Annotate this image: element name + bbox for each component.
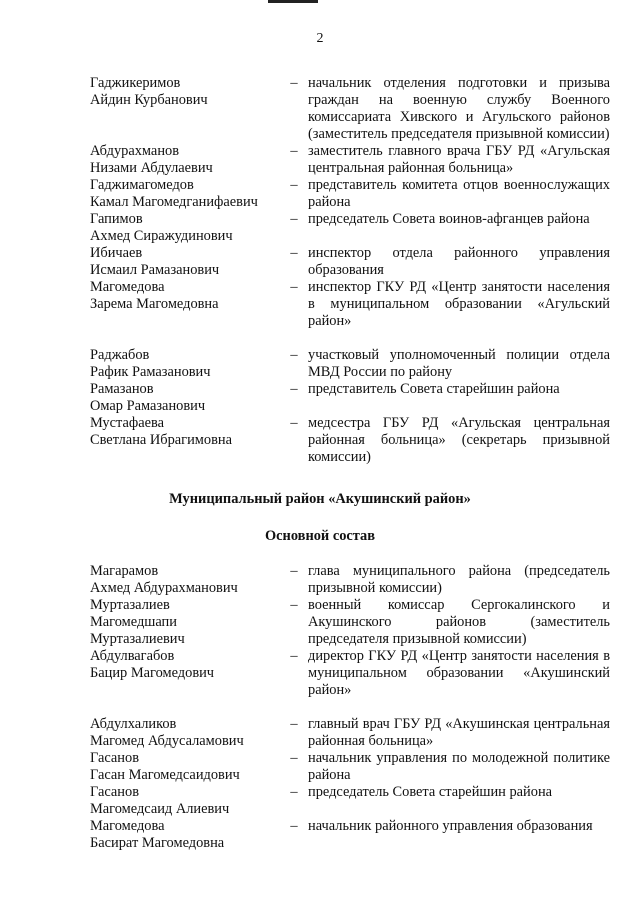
member-name-line: Ахмед Сиражудинович [90, 228, 233, 244]
member-row [90, 177, 610, 211]
member-row [90, 245, 610, 279]
member-name-line: Зарема Магомедовна [90, 296, 219, 312]
member-name-line: Басират Магомедовна [90, 835, 225, 851]
member-role: медсестра ГБУ РД «Агульская центральная районная больница» (секретарь призывной комиссии) [308, 415, 610, 465]
member-role: председатель Совета старейшин района [308, 784, 553, 800]
dash-separator: – [290, 716, 298, 732]
dash-separator: – [290, 381, 298, 397]
member-name-line: Раджабов [90, 347, 150, 363]
member-role: главный врач ГБУ РД «Акушинская центральная районная больница» [308, 716, 610, 749]
member-name-line: Абдурахманов [90, 143, 180, 159]
dash-separator: – [290, 784, 298, 800]
member-name-line: Ахмед Абдурахманович [90, 580, 238, 596]
member-name [90, 563, 280, 597]
member-name [90, 750, 280, 784]
dash-separator: – [290, 245, 298, 261]
dash-separator: – [290, 563, 298, 579]
member-role: заместитель главного врача ГБУ РД «Агульская центральная районная больница» [308, 143, 610, 176]
member-row [90, 75, 610, 143]
member-name [90, 143, 280, 177]
dash-separator: – [290, 143, 298, 159]
member-name [90, 381, 280, 415]
member-role: начальник отделения подготовки и призыва граждан на военную службу Военного комиссариата Хивского и Агульского районов (заместитель председателя призывной комиссии) [308, 75, 610, 142]
member-row [90, 211, 610, 245]
member-row [90, 750, 610, 784]
dash-separator: – [290, 648, 298, 664]
member-name-line: Гасанов [90, 784, 139, 800]
member-name-line: Омар Рамазанович [90, 398, 206, 414]
member-name-line: Муртазалиев [90, 597, 170, 613]
member-name-line: Камал Магомедганифаевич [90, 194, 258, 210]
member-row [90, 597, 610, 648]
member-name-line: Гаджикеримов [90, 75, 181, 91]
member-row [90, 648, 610, 699]
member-role: председатель Совета воинов-афганцев района [308, 211, 590, 227]
member-name-line: Абдулвагабов [90, 648, 175, 664]
member-name-line: Исмаил Рамазанович [90, 262, 220, 278]
member-name-line: Рамазанов [90, 381, 154, 397]
member-name [90, 415, 280, 466]
dash-separator: – [290, 597, 298, 613]
member-name-line: Магомедшапи [90, 614, 177, 630]
top-edge-mark [268, 0, 318, 3]
member-name-line: Магомедова [90, 279, 165, 295]
dash-separator: – [290, 347, 298, 363]
member-role: начальник районного управления образования [308, 818, 593, 834]
member-name-line: Муртазалиевич [90, 631, 185, 647]
member-role: участковый уполномоченный полиции отдела МВД России по району [308, 347, 610, 380]
member-name-line: Мустафаева [90, 415, 164, 431]
member-name [90, 245, 280, 279]
member-name-line: Магомедсаид Алиевич [90, 801, 230, 817]
member-name [90, 818, 280, 852]
dash-separator: – [290, 75, 298, 91]
member-row [90, 381, 610, 415]
member-row [90, 415, 610, 466]
member-name [90, 75, 280, 143]
member-role: глава муниципального района (председатель призывной комиссии) [308, 563, 610, 596]
member-name [90, 279, 280, 330]
member-list-agul [90, 75, 610, 466]
member-name-line: Магарамов [90, 563, 159, 579]
member-name-line: Абдулхаликов [90, 716, 177, 732]
member-name [90, 347, 280, 381]
member-role: начальник управления по молодежной политике района [308, 750, 610, 783]
composition-heading: Основной состав [264, 528, 376, 544]
member-role: представитель Совета старейшин района [308, 381, 560, 397]
member-name [90, 716, 280, 750]
member-role: инспектор ГКУ РД «Центр занятости населения в муниципальном образовании «Агульский район» [308, 279, 610, 329]
dash-separator: – [290, 177, 298, 193]
member-name [90, 597, 280, 648]
dash-separator: – [290, 750, 298, 766]
dash-separator: – [290, 279, 298, 295]
district-heading: Муниципальный район «Акушинский район» [169, 491, 471, 507]
member-name [90, 177, 280, 211]
member-name-line: Гапимов [90, 211, 143, 227]
member-row [90, 784, 610, 818]
member-name-line: Айдин Курбанович [90, 92, 208, 108]
member-name-line: Гасан Магомедсаидович [90, 767, 240, 783]
member-name [90, 211, 280, 245]
member-row [90, 716, 610, 750]
member-name-line: Светлана Ибрагимовна [90, 432, 232, 448]
member-name [90, 648, 280, 699]
member-row [90, 563, 610, 597]
member-row [90, 818, 610, 852]
dash-separator: – [290, 818, 298, 834]
member-name-line: Низами Абдулаевич [90, 160, 213, 176]
dash-separator: – [290, 211, 298, 227]
member-row [90, 279, 610, 330]
member-role: инспектор отдела районного управления образования [308, 245, 610, 278]
member-name-line: Гаджимагомедов [90, 177, 194, 193]
member-role: представитель комитета отцов военнослужащих района [308, 177, 610, 210]
page-number: 2 [316, 31, 324, 46]
member-row [90, 347, 610, 381]
member-name-line: Ибичаев [90, 245, 143, 261]
member-name-line: Гасанов [90, 750, 139, 766]
dash-separator: – [290, 415, 298, 431]
member-list-akusha [90, 563, 610, 852]
member-name-line: Рафик Рамазанович [90, 364, 211, 380]
member-role: военный комиссар Сергокалинского и Акушинского районов (заместитель председателя призывной комиссии) [308, 597, 610, 647]
member-name-line: Магомедова [90, 818, 165, 834]
member-name [90, 784, 280, 818]
member-role: директор ГКУ РД «Центр занятости населения в муниципальном образовании «Акушинский район» [308, 648, 610, 698]
member-name-line: Бацир Магомедович [90, 665, 215, 681]
member-name-line: Магомед Абдусаламович [90, 733, 244, 749]
member-row [90, 143, 610, 177]
